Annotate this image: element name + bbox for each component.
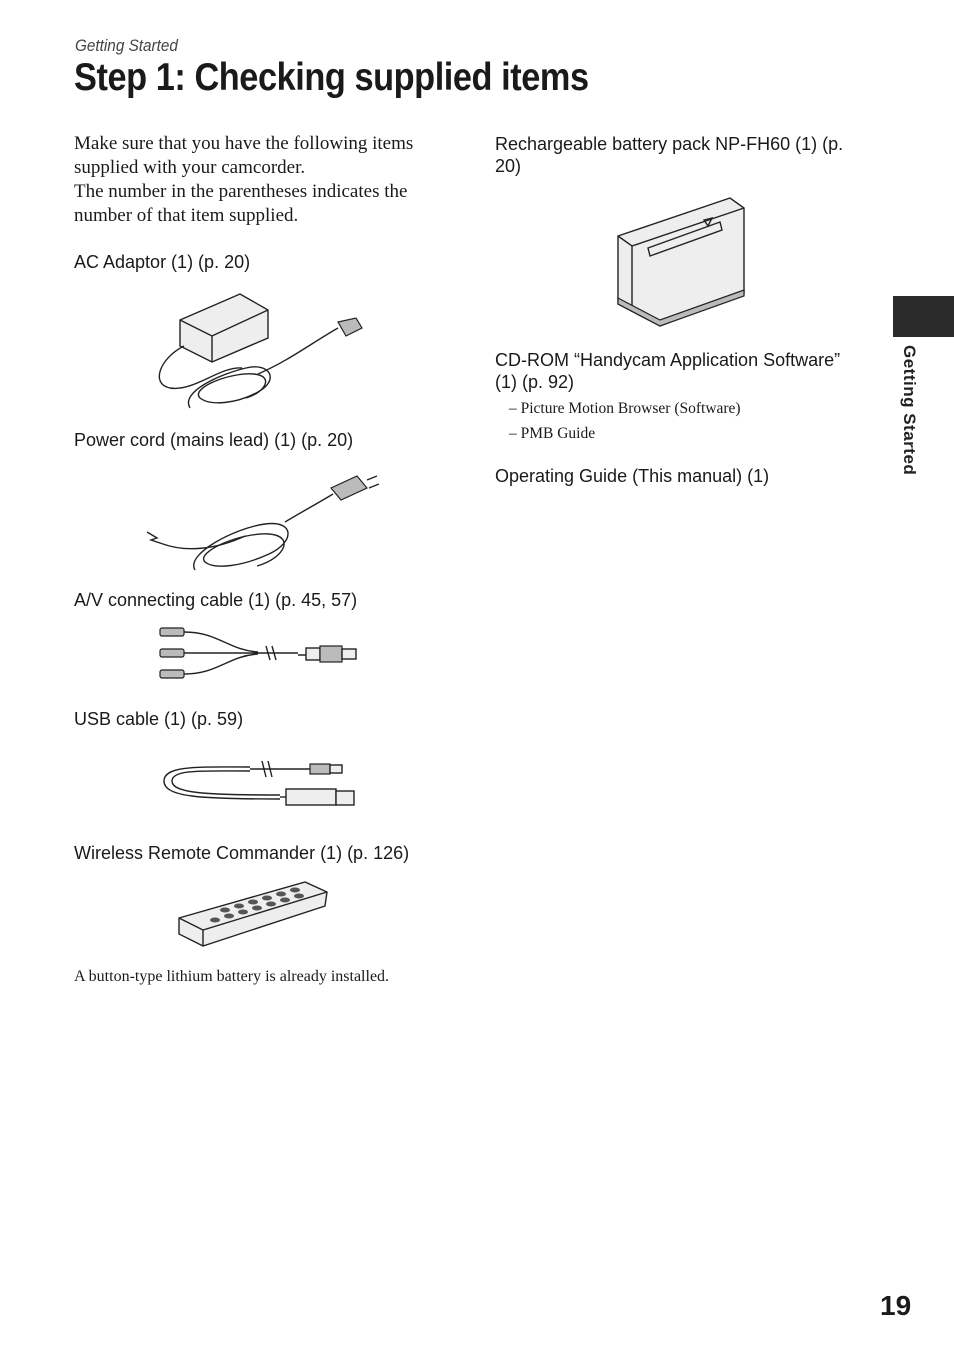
item-label-usb-cable: USB cable (1) (p. 59) <box>74 709 244 729</box>
item-label-ac-adaptor: AC Adaptor (1) (p. 20) <box>74 252 251 272</box>
item-label-remote-commander: Wireless Remote Commander (1) (p. 126) <box>74 843 410 863</box>
intro-text <box>74 132 454 228</box>
item-label-power-cord: Power cord (mains lead) (1) (p. 20) <box>74 430 354 450</box>
side-tab-marker <box>893 296 954 337</box>
ac-adaptor-icon <box>150 288 370 418</box>
usb-cable-icon <box>160 755 360 813</box>
intro-paragraph-1: Make sure that you have the following items supplied with your camcorder. <box>74 133 414 178</box>
item-label-av-cable: A/V connecting cable (1) (p. 45, 57) <box>74 590 358 610</box>
remote-commander-icon <box>175 878 335 954</box>
section-kicker: Getting Started <box>75 36 178 55</box>
cd-rom-content-pmb-guide: – PMB Guide <box>509 425 596 442</box>
battery-pack-icon <box>610 194 750 330</box>
item-label-battery-pack: Rechargeable battery pack NP-FH60 (1) (p. 20) <box>495 134 844 176</box>
page-number: 19 <box>880 1290 912 1321</box>
item-label-cd-rom: CD-ROM “Handycam Application Software” (1) (p. 92) <box>495 350 841 392</box>
intro-paragraph-2: The number in the parentheses indicates the number of that item supplied. <box>74 181 408 226</box>
item-label-operating-guide: Operating Guide (This manual) (1) <box>495 466 770 486</box>
side-tab-label: Getting Started <box>900 345 919 476</box>
page-title: Step 1: Checking supplied items <box>74 56 589 99</box>
av-cable-icon <box>158 622 363 682</box>
power-cord-icon <box>145 466 385 578</box>
cd-rom-content-pmb-software: – Picture Motion Browser (Software) <box>509 400 741 417</box>
remote-battery-note: A button-type lithium battery is already installed. <box>74 968 390 985</box>
